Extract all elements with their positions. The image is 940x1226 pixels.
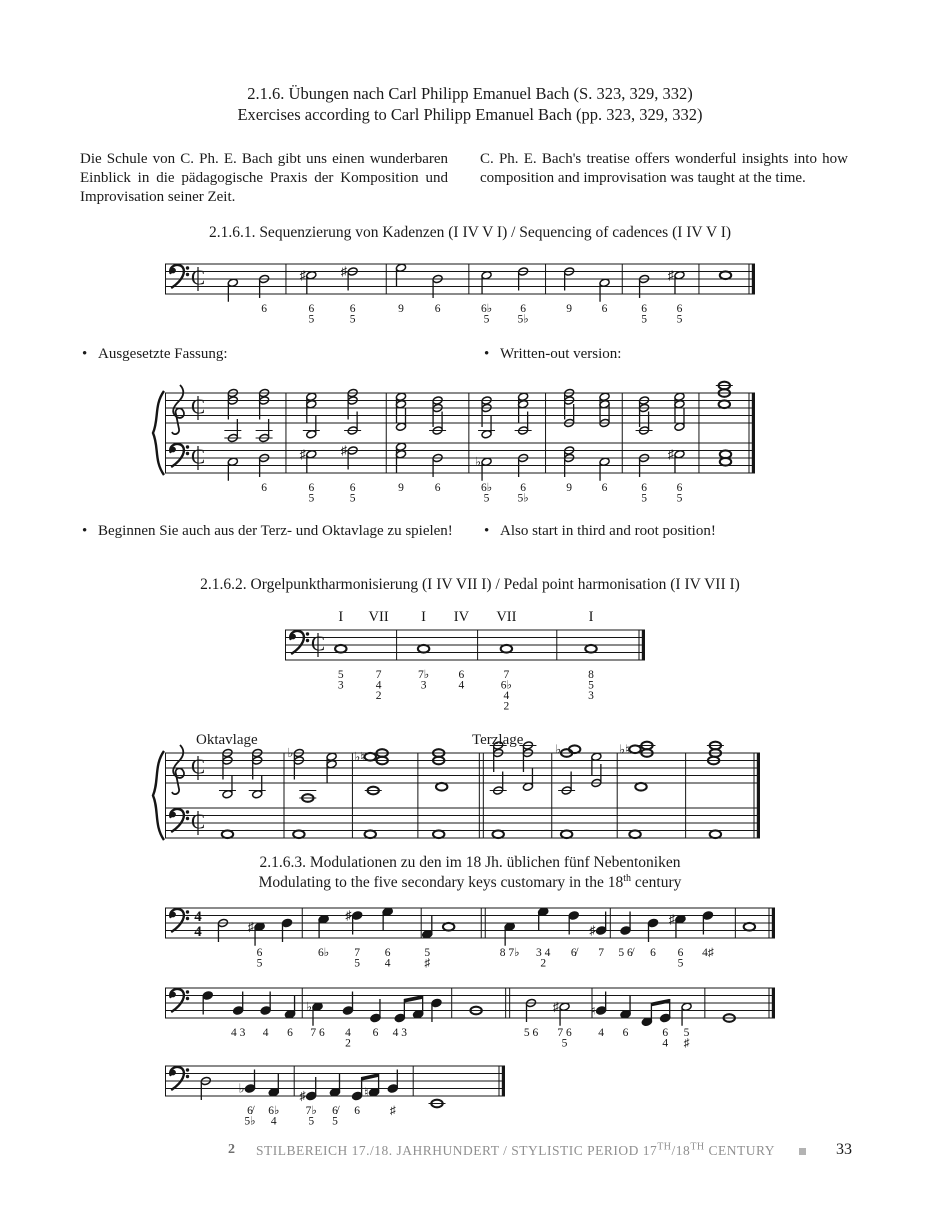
svg-text:5♭: 5♭ [517,492,529,505]
footer-running-title: STILBEREICH 17./18. JAHRHUNDERT / STYLISTIC PERIOD 17TH/18TH CENTURY [256,1141,776,1158]
svg-text:♯: ♯ [667,447,674,462]
staff-modulation-line-2 [165,988,775,1050]
svg-text:7♭: 7♭ [418,669,430,681]
staff-pedal-written-grand [153,741,760,840]
svg-text:♯: ♯ [247,919,255,934]
svg-text:6: 6 [520,482,527,494]
svg-text:6: 6 [349,482,356,494]
svg-text:6: 6 [372,1027,379,1039]
svg-text:4: 4 [503,690,510,702]
svg-text:6: 6 [662,1027,669,1039]
svg-text:3: 3 [588,690,594,702]
svg-text:6: 6 [308,303,315,315]
svg-text:6: 6 [434,303,441,315]
svg-text:IV: IV [453,609,470,625]
svg-text:♭: ♭ [287,746,294,760]
svg-text:♯: ♯ [667,268,674,283]
svg-text:5: 5 [354,957,361,970]
svg-text:5: 5 [483,492,490,505]
svg-text:9: 9 [566,482,573,494]
superscript-th: TH [690,1141,705,1153]
svg-text:♭♮: ♭♮ [619,742,630,757]
svg-text:6: 6 [261,303,267,315]
svg-text:4 3: 4 3 [392,1027,408,1039]
subsection-heading-2161: 2.1.6.1. Sequenzierung von Kadenzen (I IV V I) / Sequencing of cadences (I IV V I) [208,224,732,241]
svg-text:2: 2 [540,957,547,970]
svg-text:6♭: 6♭ [500,679,512,692]
staff-modulation-line-1 [165,907,775,969]
svg-text:6: 6 [256,947,263,959]
svg-text:♭♮: ♭♮ [354,749,365,764]
svg-text:6: 6 [601,482,608,494]
svg-text:C: C [190,265,206,290]
svg-text:2: 2 [503,700,510,713]
svg-text:6: 6 [622,1027,629,1039]
label-oktavlage: Oktavlage [196,732,258,748]
label-terzlage: Terzlage [472,732,524,748]
bullet2-label-de: Beginnen Sie auch aus der Terz- und Oktavlage zu spielen! [98,523,453,539]
bullet-label-de: Ausgesetzte Fassung: [98,346,228,362]
svg-text:♮: ♮ [591,1003,596,1018]
svg-text:6♭: 6♭ [480,482,493,494]
svg-text:♮: ♮ [364,1085,369,1100]
svg-text:8 7♭: 8 7♭ [499,947,520,959]
svg-text:5: 5 [337,669,344,681]
footer-square-icon [799,1148,806,1155]
svg-text:4: 4 [384,957,391,970]
svg-text:5: 5 [332,1115,338,1128]
svg-text:5: 5 [588,679,594,692]
svg-text:5: 5 [349,313,356,326]
svg-text:6♭: 6♭ [268,1105,280,1117]
svg-text:3 4: 3 4 [536,947,551,959]
superscript-th: th [623,872,632,884]
svg-text:♯: ♯ [424,957,431,970]
svg-text:6♭: 6♭ [480,303,493,315]
staff-cadence-figured-bass [165,263,755,325]
svg-text:4: 4 [262,1027,269,1039]
svg-text:I: I [338,609,344,625]
svg-text:6: 6 [354,1105,360,1117]
svg-text:6̸: 6̸ [570,947,577,959]
svg-text:6: 6 [641,303,647,315]
bullet-icon: • [484,523,490,539]
bullet-icon: • [82,523,88,539]
svg-text:4 3: 4 3 [231,1027,246,1039]
subsection-heading-2163-en: Modulating to the five secondary keys customary in the 18th century [258,872,682,891]
svg-text:C: C [190,444,206,469]
svg-text:♯: ♯ [299,268,306,283]
staff-written-out-grand [153,382,755,505]
svg-text:4: 4 [194,909,202,925]
section-title-en: Exercises according to Carl Philipp Emanuel Bach (pp. 323, 329, 332) [237,105,703,124]
svg-text:6: 6 [677,947,684,959]
intro-paragraph-en: C. Ph. E. Bach's treatise offers wonderful insights into how composition and improvisation was taught at the time. [480,151,848,186]
svg-text:6̸: 6̸ [332,1105,338,1117]
section-title-de: 2.1.6. Übungen nach Carl Philipp Emanuel Bach (S. 323, 329, 332) [247,84,693,103]
svg-text:♯: ♯ [589,923,596,938]
svg-text:♭: ♭ [555,742,562,757]
svg-text:5: 5 [256,957,263,970]
svg-text:I: I [421,609,427,625]
svg-text:9: 9 [398,303,404,315]
svg-text:5: 5 [308,313,315,326]
svg-text:C: C [310,631,326,656]
svg-text:5: 5 [561,1037,568,1050]
svg-text:9: 9 [398,482,404,494]
svg-text:6: 6 [641,482,647,494]
svg-text:7 6: 7 6 [310,1027,325,1039]
bullet-label-en: Written-out version: [500,346,622,362]
svg-text:4: 4 [662,1037,669,1050]
svg-text:8: 8 [588,669,594,681]
subsection-heading-2163-de: 2.1.6.3. Modulationen zu den im 18 Jh. üblichen fünf Nebentoniken [259,854,681,871]
svg-text:6: 6 [458,669,465,681]
svg-text:♯: ♯ [683,1037,690,1050]
svg-text:4♯: 4♯ [702,947,714,959]
svg-text:5: 5 [308,492,315,505]
svg-text:6: 6 [308,482,315,494]
svg-text:2: 2 [375,690,382,702]
svg-text:♭: ♭ [475,454,482,469]
staff-pedal-point-bass [285,609,645,713]
footer-page-number: 33 [836,1141,852,1158]
svg-text:VII: VII [496,609,517,625]
svg-text:5: 5 [641,492,647,505]
bullet-icon: • [484,346,490,362]
svg-text:6: 6 [434,482,441,494]
svg-text:♭: ♭ [306,999,312,1014]
svg-text:5 6: 5 6 [523,1027,539,1039]
svg-text:5: 5 [349,492,356,505]
bullet2-label-en: Also start in third and root position! [500,523,716,539]
svg-text:♯: ♯ [345,908,352,923]
svg-text:4: 4 [270,1115,277,1128]
svg-text:7♭: 7♭ [305,1105,317,1117]
subsection-heading-2162: 2.1.6.2. Orgelpunktharmonisierung (I IV VII I) / Pedal point harmonisation (I IV VII I) [200,576,740,593]
svg-text:♯: ♯ [299,1089,306,1103]
svg-text:5: 5 [308,1115,315,1128]
svg-text:6: 6 [650,947,656,959]
svg-text:6: 6 [261,482,267,494]
svg-text:4: 4 [375,679,382,692]
bullet-icon: • [82,346,88,362]
svg-text:♯: ♯ [340,443,348,458]
svg-text:I: I [588,609,594,625]
svg-text:6̸: 6̸ [247,1105,253,1117]
svg-text:7: 7 [354,947,361,959]
svg-text:6: 6 [384,947,391,959]
svg-text:5: 5 [641,313,647,326]
svg-text:4: 4 [598,1027,605,1039]
svg-text:7 6: 7 6 [557,1027,572,1039]
svg-text:7: 7 [375,669,382,681]
svg-text:♯: ♯ [389,1105,396,1117]
svg-text:3: 3 [337,679,344,692]
svg-text:5♭: 5♭ [517,313,529,326]
svg-text:5♭: 5♭ [244,1115,256,1128]
svg-text:5: 5 [683,1027,690,1039]
svg-text:5: 5 [676,492,683,505]
svg-text:6: 6 [601,303,608,315]
intro-paragraph-de: Die Schule von C. Ph. E. Bach gibt uns einen wunderbaren Einblick in die pädagogische Praxis der Komposition und Improvisation seiner Zeit. [80,151,448,205]
svg-text:3: 3 [420,679,427,692]
svg-text:♯: ♯ [299,447,306,462]
svg-text:7: 7 [598,947,605,959]
svg-text:5: 5 [424,947,431,959]
svg-text:VII: VII [368,609,389,625]
svg-text:6: 6 [349,303,356,315]
svg-text:♯: ♯ [668,912,675,927]
svg-text:♯: ♯ [340,264,348,279]
svg-text:5 6̸: 5 6̸ [618,947,633,959]
svg-text:6: 6 [676,482,683,494]
svg-text:2: 2 [345,1037,351,1050]
svg-text:C: C [190,809,206,834]
svg-text:6: 6 [676,303,683,315]
svg-text:6♭: 6♭ [318,947,330,959]
svg-text:4: 4 [458,679,465,692]
svg-text:C: C [190,754,206,779]
svg-text:5: 5 [483,313,490,326]
svg-text:5: 5 [677,957,684,970]
svg-text:4: 4 [345,1027,351,1039]
svg-text:C: C [190,394,206,419]
svg-text:♯: ♯ [552,999,560,1014]
svg-text:4: 4 [194,924,202,940]
svg-text:5: 5 [676,313,683,326]
svg-text:7: 7 [503,669,510,681]
footer-chapter-number: 2 [228,1142,235,1157]
svg-text:♭: ♭ [238,1081,245,1096]
staff-modulation-line-3 [165,1066,505,1128]
svg-text:6: 6 [287,1027,293,1039]
superscript-th: TH [657,1141,672,1153]
svg-text:6: 6 [520,303,527,315]
svg-text:9: 9 [566,303,573,315]
